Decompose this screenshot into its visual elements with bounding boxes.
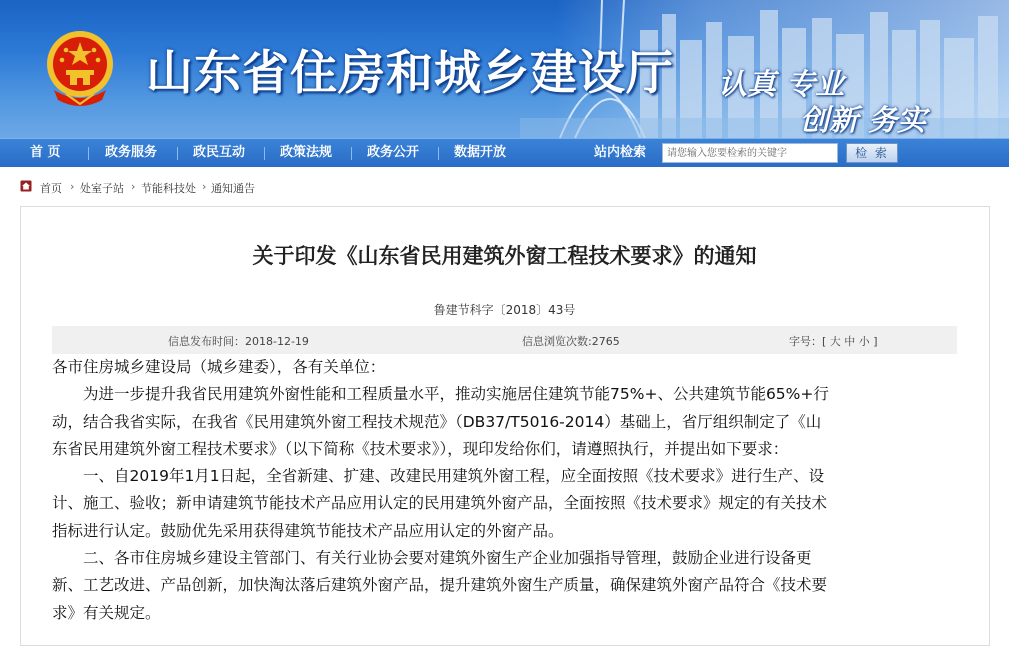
main-nav — [0, 138, 1009, 167]
article-body — [52, 354, 957, 627]
site-banner — [0, 0, 1009, 138]
nav-divider — [351, 147, 352, 160]
site-search-label: 站内检索 — [594, 145, 647, 160]
nav-divider — [264, 147, 265, 160]
breadcrumb — [0, 176, 1009, 198]
font-size-label: 字号：[ — [789, 335, 827, 348]
home-icon — [20, 180, 32, 192]
search-input[interactable] — [662, 143, 838, 163]
breadcrumb-notices[interactable]: 通知通告 — [211, 182, 255, 195]
article-paragraph: 动，结合我省实际，在我省《民用建筑外窗工程技术规范》（DB37/T5016-2014）基础上，省厅组织制定了《山 — [52, 412, 822, 431]
article-paragraph: 新、工艺改进、产品创新，加快淘汰落后建筑外窗产品，提升建筑外窗生产质量，确保建筑外窗产品符合《技术要 — [52, 576, 828, 595]
breadcrumb-separator: › — [70, 180, 75, 193]
breadcrumb-home[interactable]: 首页 — [40, 182, 62, 195]
nav-item-policies-regulations[interactable]: 政策法规 — [280, 145, 333, 160]
article-paragraph: 二、各市住房城乡建设主管部门、有关行业协会要对建筑外窗生产企业加强指导管理，鼓励企业进行设备更 — [52, 549, 812, 568]
breadcrumb-energy-tech-office[interactable]: 节能科技处 — [141, 182, 196, 195]
font-size-medium-link[interactable]: 中 — [844, 335, 856, 348]
breadcrumb-separator: › — [202, 180, 207, 193]
national-emblem-icon — [44, 28, 116, 108]
article-paragraph: 求》有关规定。 — [52, 603, 161, 622]
breadcrumb-department-sites[interactable]: 处室子站 — [80, 182, 124, 195]
search-button[interactable]: 检 索 — [846, 143, 898, 163]
nav-divider — [177, 147, 178, 160]
nav-item-government-affairs[interactable]: 政务公开 — [367, 145, 420, 160]
article-paragraph: 东省民用建筑外窗工程技术要求》（以下简称《技术要求》），现印发给你们，请遵照执行，并提出如下要求： — [52, 439, 789, 458]
font-size-control — [789, 333, 878, 349]
article-paragraph: 各市住房城乡建设局（城乡建委），各有关单位： — [52, 358, 386, 376]
article-title: 关于印发《山东省民用建筑外窗工程技术要求》的通知 — [252, 244, 757, 268]
slogan-line-2: 创新 务实 — [800, 103, 927, 137]
article-paragraph: 为进一步提升我省民用建筑外窗性能和工程质量水平，推动实施居住建筑节能75%+、公共建筑节能65%+行 — [52, 385, 829, 404]
font-size-close: ] — [873, 335, 878, 348]
publish-time: 信息发布时间：2018-12-19 — [168, 335, 309, 348]
article-paragraph: 计、施工、验收；新申请建筑节能技术产品应用认定的民用建筑外窗产品，全面按照《技术要求》规定的有关技术 — [52, 494, 828, 513]
site-title: 山东省住房和城乡建设厅 — [146, 46, 674, 101]
nav-item-public-interaction[interactable]: 政民互动 — [193, 145, 246, 160]
font-size-small-link[interactable]: 小 — [858, 335, 870, 348]
nav-divider — [88, 147, 89, 160]
view-count: 信息浏览次数:2765 — [522, 335, 620, 348]
article-paragraph: 指标进行认定。鼓励优先采用获得建筑节能技术产品应用认定的外窗产品。 — [52, 521, 564, 540]
nav-item-open-data[interactable]: 数据开放 — [454, 145, 507, 160]
article-info-bar — [52, 326, 957, 354]
article-paragraph: 一、自2019年1月1日起，全省新建、扩建、改建民用建筑外窗工程，应全面按照《技术要求》进行生产、设 — [52, 467, 825, 486]
nav-item-home[interactable]: 首 页 — [30, 145, 61, 160]
slogan-line-1: 认真 专业 — [718, 67, 845, 101]
nav-item-government-services[interactable]: 政务服务 — [105, 145, 158, 160]
document-number: 鲁建节科字〔2018〕43号 — [433, 303, 576, 317]
font-size-large-link[interactable]: 大 — [829, 335, 841, 348]
nav-divider — [438, 147, 439, 160]
breadcrumb-separator: › — [131, 180, 136, 193]
